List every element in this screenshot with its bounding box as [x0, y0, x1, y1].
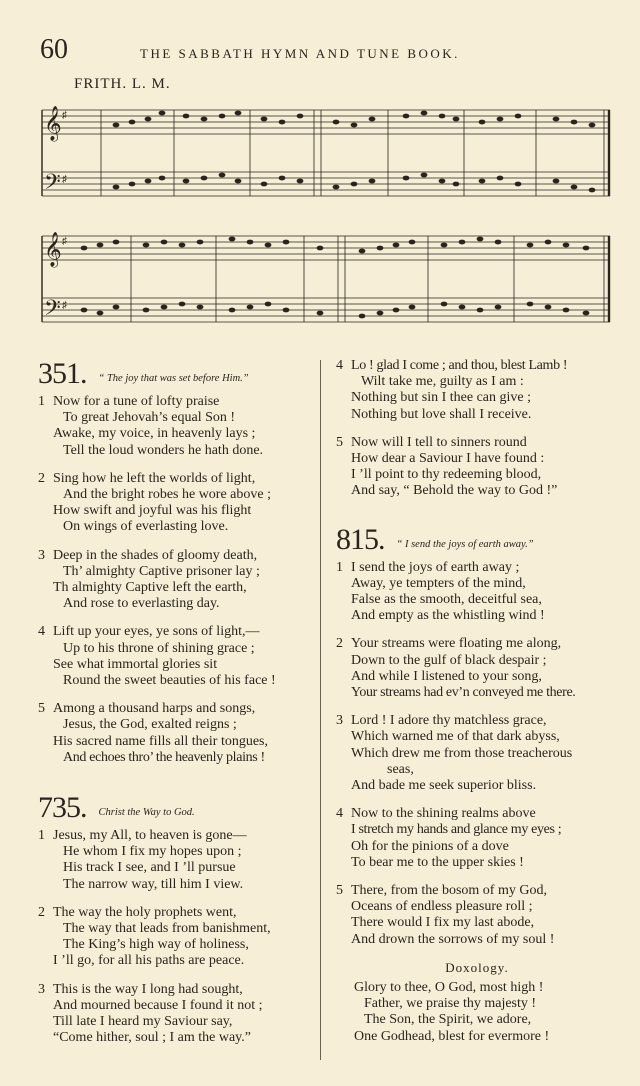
stanza-number: 2: [38, 470, 45, 486]
verse-line: And say, “ Behold the way to God !”: [351, 483, 558, 499]
verse-line: The narrow way, till him I view.: [63, 876, 244, 892]
verse-line: How dear a Saviour I have found :: [351, 451, 545, 467]
stanza: [38, 624, 310, 689]
verse-line: His track I see, and I ’ll pursue: [63, 860, 236, 876]
verse-line: Lo ! glad I come ; and thou, blest Lamb !: [351, 358, 568, 373]
stanza: [38, 701, 310, 766]
verse-line: Th’ almighty Captive prisoner lay ;: [63, 563, 260, 579]
stanza: [336, 560, 618, 625]
stanza-number: 3: [38, 981, 45, 997]
verse-line: Till late I heard my Saviour say,: [53, 1014, 233, 1030]
verse-line: Which drew me from those treacherous: [351, 745, 573, 761]
verse-line: On wings of everlasting love.: [63, 519, 229, 535]
verse-line: See what immortal glories sit: [53, 656, 218, 672]
verse-line: And echoes thro’ the heavenly plains !: [63, 749, 265, 765]
verse-line: Oceans of endless pleasure roll ;: [351, 899, 533, 915]
verse-line: Your streams were floating me along,: [351, 636, 562, 652]
stanza: [38, 982, 310, 1047]
verse-line: Jesus, my All, to heaven is gone—: [53, 828, 247, 844]
stanza: [38, 905, 310, 970]
hymn-351: [38, 358, 310, 766]
verse-line: I stretch my hands and glance my eyes ;: [351, 822, 562, 838]
tune-name: FRITH.: [74, 76, 128, 92]
stanza: [38, 394, 310, 459]
page-number: 60: [40, 34, 68, 65]
verse-line: Which warned me of that dark abyss,: [351, 729, 560, 745]
verse-line: Wilt take me, guilty as I am :: [361, 374, 524, 390]
hymn-351-continued: [336, 358, 618, 500]
stanza-number: 1: [38, 394, 45, 409]
verse-line: To bear me to the upper skies !: [351, 854, 524, 870]
verse-line: The King’s high way of holiness,: [63, 937, 249, 953]
hymn-header: [38, 791, 310, 825]
verse-line: Lift up your eyes, ye sons of light,—: [53, 624, 260, 640]
column-divider: [320, 360, 321, 1060]
verse-line: Nothing but sin I thee can give ;: [351, 390, 532, 406]
stanza-number: 3: [38, 547, 45, 563]
verse-line: There would I fix my last abode,: [351, 915, 535, 931]
stanza-number: 2: [38, 904, 45, 920]
verse-line: Now will I tell to sinners round: [351, 434, 527, 450]
stanza-number: 4: [336, 358, 343, 373]
hymn-header: [38, 358, 310, 388]
stanza: [336, 883, 618, 948]
svg-text:𝄢: 𝄢: [44, 170, 61, 200]
hymn-number: 815.: [336, 522, 385, 556]
hymn-motto: “ I send the joys of earth away.”: [396, 538, 534, 550]
svg-text:𝄢: 𝄢: [44, 296, 61, 326]
verse-line: Nothing but love shall I receive.: [351, 406, 532, 422]
verse-line: Jesus, the God, exalted reigns ;: [63, 717, 237, 733]
verse-line: Your streams had ev’n conveyed me there.: [351, 685, 576, 701]
verse-line: And rose to everlasting day.: [63, 596, 220, 612]
verse-line: Up to his throne of shining grace ;: [63, 640, 255, 656]
verse-line: Now to the shining realms above: [351, 806, 536, 822]
verse-line: Now for a tune of lofty praise: [53, 394, 220, 409]
verse-line: His sacred name fills all their tongues,: [53, 733, 268, 749]
verse-line: Round the sweet beauties of his face !: [63, 673, 276, 689]
stanza: [336, 358, 618, 423]
verse-line: And empty as the whistling wind !: [351, 608, 545, 624]
verse-line: Sing how he left the worlds of light,: [53, 470, 256, 486]
verse-line: The Son, the Spirit, we adore,: [364, 1012, 532, 1028]
verse-line: Among a thousand harps and songs,: [53, 701, 256, 717]
svg-text:♯: ♯: [62, 236, 67, 247]
hymn-number: 735.: [38, 791, 87, 825]
verse-line: One Godhead, blest for evermore !: [354, 1028, 550, 1044]
verse-line: Tell the loud wonders he hath done.: [63, 442, 264, 458]
svg-text:𝄞: 𝄞: [44, 232, 62, 267]
music-system-2: [36, 222, 614, 342]
verse-line: I ’ll point to thy redeeming blood,: [351, 467, 542, 483]
verse-line: Down to the gulf of black despair ;: [351, 652, 547, 668]
doxology: [336, 960, 618, 1045]
hymn-motto: “ The joy that was set before Him.”: [98, 373, 249, 384]
svg-text:♯: ♯: [62, 110, 67, 121]
hymn-motto: Christ the Way to God.: [98, 807, 195, 819]
stanza: [336, 806, 618, 871]
verse-line: How swift and joyful was his flight: [53, 503, 252, 519]
stanza-number: 5: [336, 883, 343, 899]
svg-text:♯: ♯: [62, 300, 67, 311]
stanza-number: 1: [38, 828, 45, 844]
stanza: [38, 828, 310, 893]
verse-line: I ’ll go, for all his paths are peace.: [53, 953, 245, 969]
music-system-1: [36, 96, 614, 216]
verse-line: This is the way I long had sought,: [53, 981, 243, 997]
tune-title: [74, 76, 171, 93]
verse-line: seas,: [387, 761, 414, 777]
verse-line: Lord ! I adore thy matchless grace,: [351, 713, 547, 729]
hymn-735: [38, 792, 310, 1046]
verse-line: And while I listened to your song,: [351, 668, 542, 684]
stanza: [38, 548, 310, 613]
verse-line: And the bright robes he wore above ;: [63, 487, 271, 503]
right-column: [336, 358, 618, 1045]
verse-line: Th almighty Captive left the earth,: [53, 580, 247, 596]
stanza: [336, 713, 618, 794]
stanza-number: 3: [336, 713, 343, 729]
hymn-header: [336, 524, 618, 554]
verse-line: Away, ye tempters of the mind,: [351, 575, 526, 591]
verse-line: I send the joys of earth away ;: [351, 559, 520, 575]
verse-line: He whom I fix my hopes upon ;: [63, 844, 242, 860]
hymn-815: [336, 524, 618, 948]
verse-line: And bade me seek superior bliss.: [351, 778, 537, 794]
running-title: THE SABBATH HYMN AND TUNE BOOK.: [140, 46, 460, 61]
stanza: [38, 471, 310, 536]
stanza-number: 5: [336, 434, 343, 450]
verse-line: And mourned because I found it not ;: [53, 997, 263, 1013]
verse-line: Glory to thee, O God, most high !: [354, 979, 544, 995]
svg-text:♯: ♯: [62, 174, 67, 185]
verse-line: There, from the bosom of my God,: [351, 883, 547, 899]
verse-line: Awake, my voice, in heavenly lays ;: [53, 426, 256, 442]
stanza-number: 4: [38, 624, 45, 640]
verse-line: To great Jehovah’s equal Son !: [63, 410, 236, 426]
stanza-number: 5: [38, 701, 45, 717]
verse-line: And drown the sorrows of my soul !: [351, 931, 555, 947]
stanza-number: 4: [336, 806, 343, 822]
stanza: [336, 636, 618, 701]
tune-meter: L. M.: [131, 76, 171, 92]
stanza: [336, 435, 618, 500]
left-column: [38, 358, 310, 1059]
verse-line: False as the smooth, deceitful sea,: [351, 592, 542, 608]
verse-line: The way that leads from banishment,: [63, 921, 271, 937]
hymn-number: 351.: [38, 357, 87, 390]
svg-text:𝄞: 𝄞: [44, 106, 62, 141]
doxology-heading: Doxology.: [445, 959, 509, 975]
verse-line: “Come hither, soul ; I am the way.”: [53, 1030, 251, 1046]
stanza-number: 2: [336, 636, 343, 652]
verse-line: The way the holy prophets went,: [53, 904, 237, 920]
verse-line: Father, we praise thy majesty !: [364, 996, 537, 1012]
stanza-number: 1: [336, 559, 343, 575]
verse-line: Deep in the shades of gloomy death,: [53, 547, 258, 563]
verse-line: Oh for the pinions of a dove: [351, 838, 509, 854]
